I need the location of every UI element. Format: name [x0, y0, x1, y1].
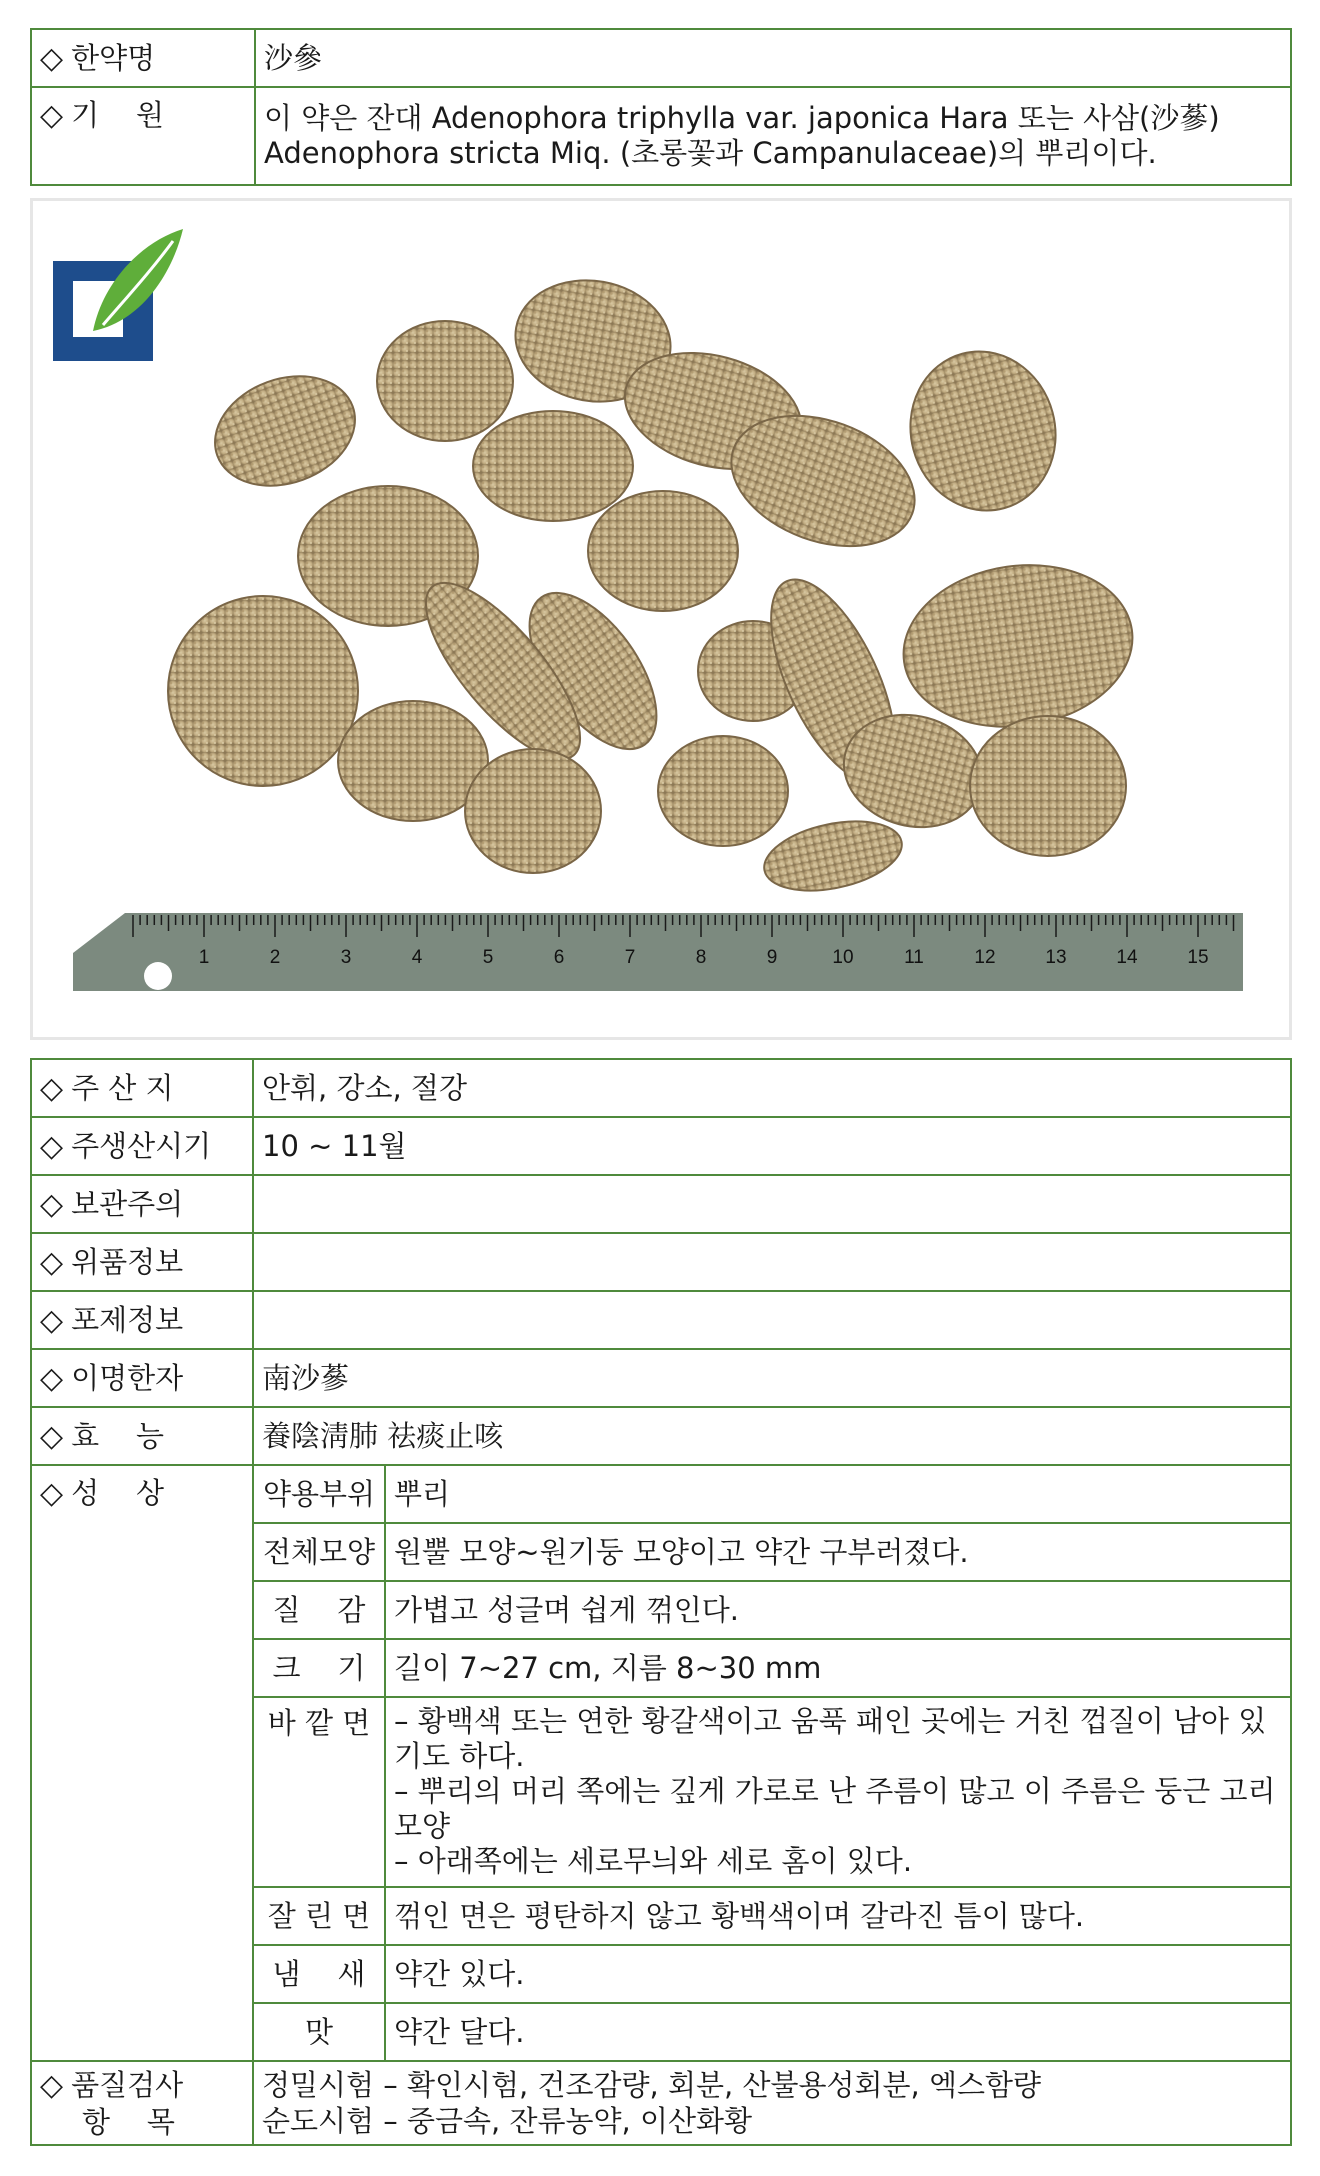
- header-table: [30, 28, 1292, 186]
- quality-line-1: 정밀시험 – 확인시험, 건조감량, 회분, 산불용성회분, 엑스함량: [262, 2068, 1042, 2102]
- character-label: 성 상: [71, 1476, 164, 1510]
- diamond-icon: ◇: [40, 1244, 64, 1280]
- diamond-icon: ◇: [40, 1070, 64, 1106]
- info-label-cell: [31, 1175, 253, 1233]
- outer-surface-line: – 황백색 또는 연한 황갈색이고 움푹 패인 곳에는 거친 껍질이 남아 있기도 하다.: [394, 1704, 1267, 1773]
- info-label-cell: [31, 1349, 253, 1407]
- origin-label-cell: [31, 87, 255, 185]
- quality-label-cell: [31, 2061, 253, 2145]
- info-label-cell: [31, 1117, 253, 1175]
- character-sub-label: [253, 1465, 385, 1523]
- character-value: 약간 달다.: [385, 2003, 1291, 2061]
- character-value: 원뿔 모양~원기둥 모양이고 약간 구부러졌다.: [385, 1523, 1291, 1581]
- info-row: [31, 1291, 1291, 1349]
- quality-line-2: 순도시험 – 중금속, 잔류농약, 이산화황: [262, 2104, 753, 2138]
- character-sub-label: [253, 1523, 385, 1581]
- ruler-label: 11: [904, 947, 924, 968]
- logo-icon: [53, 229, 183, 361]
- info-value: [253, 1233, 1291, 1291]
- character-sub-label-text: 냄 새: [272, 1956, 366, 1991]
- character-sub-label-text: 크 기: [272, 1650, 366, 1685]
- ruler-label: 14: [1116, 947, 1138, 968]
- character-sub-label: [253, 1945, 385, 2003]
- diamond-icon: ◇: [40, 1186, 64, 1222]
- character-sub-label-text: 맛: [304, 2014, 333, 2049]
- character-sub-label-text: 약용부위: [262, 1476, 376, 1511]
- origin-value: 이 약은 잔대 Adenophora triphylla var. japonica Hara 또는 사삼(沙蔘) Adenophora stricta Miq. (초롱꽃과 Campanulaceae)의 뿌리이다.: [255, 87, 1291, 185]
- info-label-cell: [31, 1233, 253, 1291]
- ruler-label: 3: [340, 947, 352, 968]
- character-sub-label-text: 잘 린 면: [267, 1898, 371, 1933]
- quality-label-1: 품질검사: [71, 2067, 184, 2102]
- diamond-icon: ◇: [40, 2067, 64, 2103]
- ruler-label: 4: [411, 947, 423, 968]
- ruler-label: 7: [624, 947, 636, 968]
- character-value: 약간 있다.: [385, 1945, 1291, 2003]
- info-value: [253, 1175, 1291, 1233]
- ruler-label: 15: [1187, 947, 1209, 968]
- diamond-icon: ◇: [40, 1418, 64, 1454]
- herb-photo: [30, 198, 1292, 1040]
- info-label-cell: [31, 1407, 253, 1465]
- character-sub-label: [253, 2003, 385, 2061]
- name-label: 한약명: [71, 40, 156, 75]
- info-row: [31, 1349, 1291, 1407]
- character-sub-label: [253, 1697, 385, 1887]
- character-sub-label: [253, 1887, 385, 1945]
- info-body: [31, 1059, 1291, 2145]
- info-row: [31, 1059, 1291, 1117]
- name-value: 沙參: [255, 29, 1291, 87]
- character-sub-label: [253, 1639, 385, 1697]
- character-value: 길이 7~27 cm, 지름 8~30 mm: [385, 1639, 1291, 1697]
- diamond-icon: ◇: [40, 1360, 64, 1396]
- character-row: [31, 1465, 1291, 1523]
- outer-surface-line: – 뿌리의 머리 쪽에는 깊게 가로로 난 주름이 많고 이 주름은 둥근 고리 모양: [394, 1774, 1276, 1843]
- herb-sheet: [30, 28, 1292, 2146]
- info-value: 10 ~ 11월: [253, 1117, 1291, 1175]
- info-row: [31, 1175, 1291, 1233]
- origin-label: 기 원: [71, 98, 164, 132]
- info-label: 보관주의: [71, 1186, 184, 1221]
- diamond-icon: ◇: [40, 1128, 64, 1164]
- character-value: 뿌리: [385, 1465, 1291, 1523]
- name-label-cell: [31, 29, 255, 87]
- character-value: 꺾인 면은 평탄하지 않고 황백색이며 갈라진 틈이 많다.: [385, 1887, 1291, 1945]
- quality-value: [253, 2061, 1291, 2145]
- info-row: [31, 1407, 1291, 1465]
- ruler-label: 2: [269, 947, 281, 968]
- info-value: 南沙蔘: [253, 1349, 1291, 1407]
- ruler-label: 6: [553, 947, 565, 968]
- diamond-icon: ◇: [40, 1302, 64, 1338]
- info-value: [253, 1291, 1291, 1349]
- info-label: 위품정보: [71, 1244, 184, 1279]
- quality-label-2: 항 목: [82, 2104, 175, 2139]
- character-sub-label: [253, 1581, 385, 1639]
- info-label: 이명한자: [71, 1360, 184, 1395]
- herb-photo-illustration: [33, 201, 1289, 1037]
- ruler: [73, 913, 1243, 991]
- character-value: 가볍고 성글며 쉽게 꺾인다.: [385, 1581, 1291, 1639]
- ruler-label: 12: [974, 947, 996, 968]
- character-value: [385, 1697, 1291, 1887]
- ruler-label: 8: [695, 947, 707, 968]
- ruler-label: 10: [832, 947, 854, 968]
- info-label: 효 능: [71, 1418, 164, 1453]
- ruler-label: 9: [766, 947, 778, 968]
- outer-surface-line: – 아래쪽에는 세로무늬와 세로 홈이 있다.: [394, 1844, 913, 1878]
- info-label: 주 산 지: [71, 1070, 174, 1105]
- info-label-cell: [31, 1291, 253, 1349]
- diamond-icon: ◇: [40, 1476, 64, 1511]
- info-label-cell: [31, 1059, 253, 1117]
- character-label-cell: [31, 1465, 253, 2061]
- character-sub-label-text: 전체모양: [262, 1534, 376, 1569]
- herb-slices: [168, 268, 1143, 901]
- info-label: 포제정보: [71, 1302, 184, 1337]
- character-sub-label-text: 바 깥 면: [267, 1706, 371, 1740]
- ruler-label: 1: [198, 947, 210, 968]
- info-table: [30, 1058, 1292, 2146]
- diamond-icon: ◇: [40, 98, 64, 133]
- info-row: [31, 1233, 1291, 1291]
- ruler-label: 5: [482, 947, 494, 968]
- info-value: 養陰淸肺 祛痰止咳: [253, 1407, 1291, 1465]
- quality-row: [31, 2061, 1291, 2145]
- ruler-label: 13: [1045, 947, 1067, 968]
- diamond-icon: ◇: [40, 40, 64, 76]
- character-sub-label-text: 질 감: [272, 1592, 366, 1627]
- info-row: [31, 1117, 1291, 1175]
- info-value: 안휘, 강소, 절강: [253, 1059, 1291, 1117]
- info-label: 주생산시기: [71, 1128, 212, 1163]
